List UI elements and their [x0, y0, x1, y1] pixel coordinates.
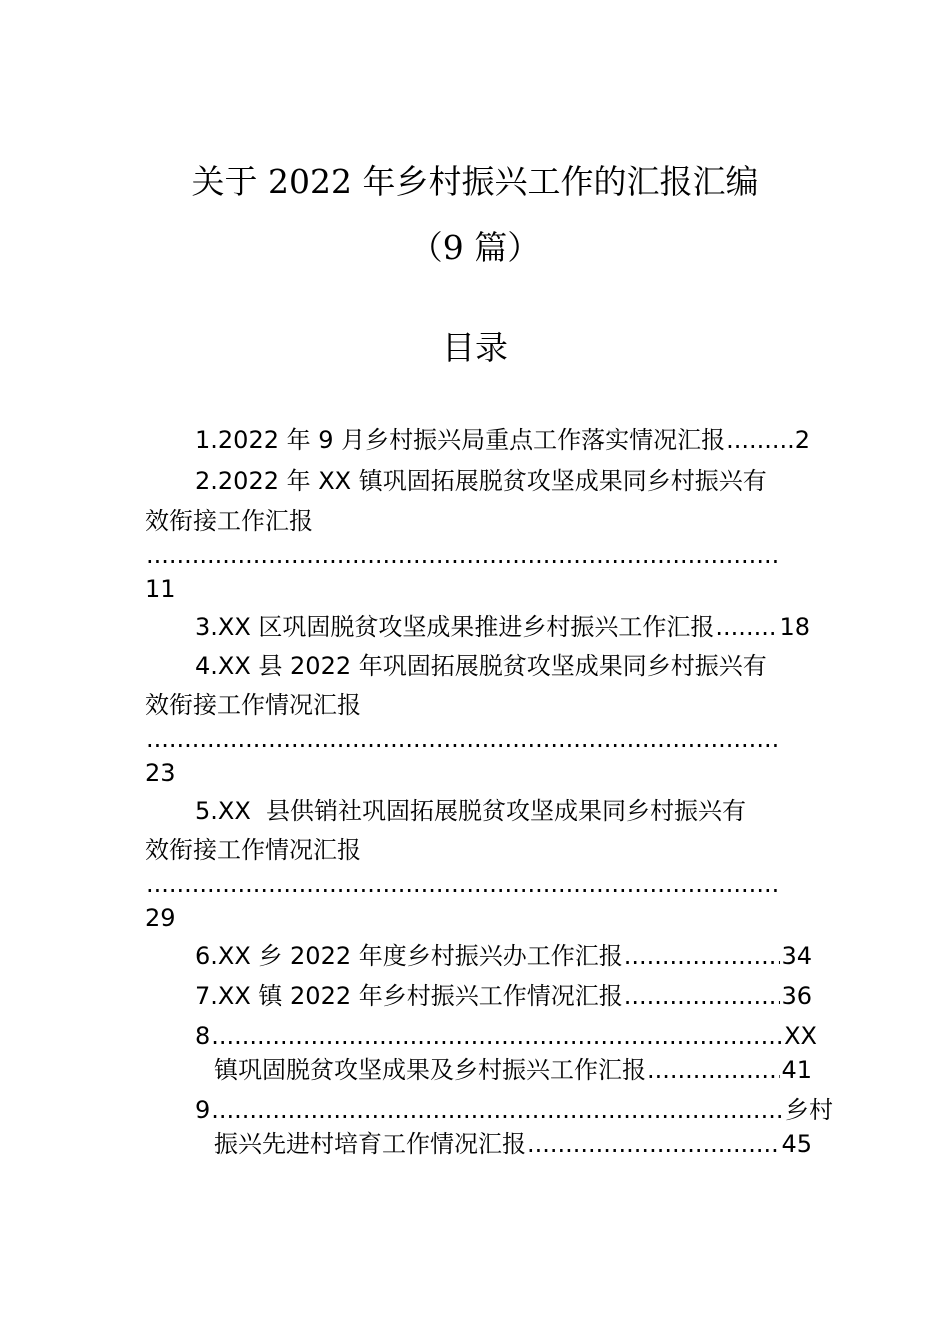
toc-page-number: 18: [779, 613, 810, 641]
document-title: 关于 2022 年乡村振兴工作的汇报汇编: [191, 162, 759, 201]
toc-dot-leader: [624, 941, 781, 971]
document-subtitle: （9 篇）: [409, 228, 541, 267]
toc-dot-leader: [726, 425, 794, 455]
toc-entry-number: 9: [195, 1096, 211, 1124]
toc-entry-title-continued: 效衔接工作情况汇报: [145, 836, 361, 864]
toc-dot-leader: [145, 724, 780, 754]
toc-dot-leader: [145, 869, 780, 899]
toc-dot-leader: [647, 1055, 780, 1085]
toc-entry-title-continued: 镇巩固脱贫攻坚成果及乡村振兴工作汇报: [214, 1056, 646, 1084]
toc-entry-title: 5.XX 县供销社巩固拓展脱贫攻坚成果同乡村振兴有: [195, 797, 747, 825]
toc-entry-title-continued: 振兴先进村培育工作情况汇报: [214, 1130, 526, 1158]
toc-page-number: 29: [145, 904, 176, 932]
toc-entry-1[interactable]: [195, 425, 810, 455]
toc-entry-7[interactable]: [195, 981, 812, 1011]
toc-dot-leader: [211, 1021, 783, 1051]
toc-page-number: 23: [145, 759, 176, 787]
toc-entry-title: 7.XX 镇 2022 年乡村振兴工作情况汇报: [195, 982, 623, 1010]
toc-dot-leader: [145, 540, 780, 570]
toc-dot-leader: [624, 981, 781, 1011]
toc-page-number: 11: [145, 575, 176, 603]
toc-heading: 目录: [442, 328, 508, 367]
toc-page-number: 45: [781, 1130, 812, 1158]
toc-entry-6[interactable]: [195, 941, 812, 971]
toc-dot-leader: [211, 1095, 784, 1125]
toc-page-number: 2: [794, 426, 810, 454]
toc-entry-second-line: [214, 1055, 812, 1085]
toc-entry-title: 4.XX 县 2022 年巩固拓展脱贫攻坚成果同乡村振兴有: [195, 652, 767, 680]
toc-entry-title-continued: 效衔接工作情况汇报: [145, 691, 361, 719]
toc-entry-title: 6.XX 乡 2022 年度乡村振兴办工作汇报: [195, 942, 623, 970]
toc-entry-first-line: [195, 1021, 817, 1051]
toc-entry-3[interactable]: [195, 612, 810, 642]
toc-entry-title: 2.2022 年 XX 镇巩固拓展脱贫攻坚成果同乡村振兴有: [195, 467, 767, 495]
toc-page-number: 34: [781, 942, 812, 970]
toc-dot-leader: [527, 1129, 780, 1159]
toc-dot-leader: [715, 612, 778, 642]
toc-page-number: 36: [781, 982, 812, 1010]
toc-entry-title-tail: XX: [784, 1022, 817, 1050]
toc-entry-second-line: [214, 1129, 812, 1159]
toc-entry-title-continued: 效衔接工作汇报: [145, 507, 313, 535]
toc-entry-first-line: [195, 1095, 833, 1125]
toc-entry-number: 8: [195, 1022, 211, 1050]
toc-page-number: 41: [781, 1056, 812, 1084]
toc-entry-title-tail: 乡村: [785, 1096, 833, 1124]
toc-entry-title: 1.2022 年 9 月乡村振兴局重点工作落实情况汇报: [195, 426, 726, 454]
toc-entry-title: 3.XX 区巩固脱贫攻坚成果推进乡村振兴工作汇报: [195, 613, 715, 641]
